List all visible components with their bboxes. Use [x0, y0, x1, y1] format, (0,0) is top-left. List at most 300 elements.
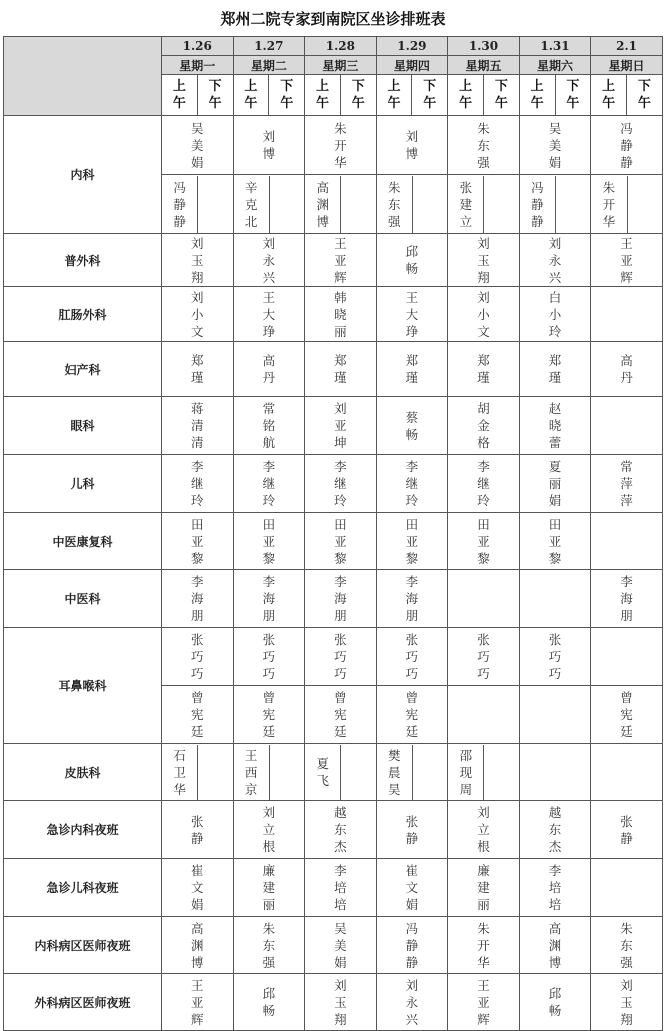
- doctor-name: 刘 博: [405, 129, 419, 161]
- schedule-cell: [376, 974, 448, 1031]
- schedule-cell: [305, 513, 377, 570]
- schedule-cell: [305, 801, 377, 859]
- slot-label: 上 午: [459, 79, 473, 111]
- table-row: [4, 287, 663, 342]
- schedule-cell: [162, 570, 234, 628]
- doctor-name: 白 小 玲: [548, 289, 562, 339]
- split-cell: [162, 176, 233, 233]
- schedule-cell: [448, 397, 520, 455]
- schedule-cell: [305, 175, 377, 234]
- schedule-cell: [233, 686, 305, 744]
- table-row: [4, 397, 663, 455]
- schedule-cell: [448, 513, 520, 570]
- slot-label: 下 午: [494, 79, 508, 111]
- schedule-cell: [162, 859, 234, 917]
- doctor-name: 郑 瑾: [477, 353, 490, 385]
- doctor-name: 张 巧 巧: [405, 632, 419, 681]
- doctor-name: 刘 玉 翔: [477, 235, 490, 285]
- doctor-name: 李 继 玲: [262, 459, 276, 508]
- schedule-cell: [519, 570, 591, 628]
- schedule-cell: [233, 513, 305, 570]
- doctor-name: 张 巧 巧: [334, 632, 347, 681]
- schedule-cell: [376, 287, 448, 342]
- doctor-name: 张 巧 巧: [191, 632, 204, 681]
- pm-slot: [270, 745, 304, 800]
- am-slot: [305, 176, 341, 233]
- slot-label: 上 午: [172, 79, 186, 111]
- am-slot: [448, 745, 484, 800]
- doctor-name: 李 继 玲: [191, 459, 204, 508]
- schedule-cell: [162, 744, 234, 801]
- schedule-cell: [448, 917, 520, 974]
- table-row: [4, 570, 663, 628]
- doctor-name: 韩 晓 丽: [334, 289, 347, 339]
- doctor-name: 高 渊 博: [316, 179, 329, 229]
- header-slot-am: [305, 75, 341, 116]
- doctor-name: 李 海 朋: [262, 574, 276, 623]
- schedule-cell: [448, 342, 520, 397]
- schedule-cell: [305, 570, 377, 628]
- slot-label: 下 午: [637, 79, 651, 111]
- header-slot-pm: [197, 75, 233, 116]
- doctor-name: 常 萍 萍: [620, 459, 633, 508]
- doctor-name: 冯 静 静: [531, 179, 544, 229]
- schedule-cell: [233, 455, 305, 513]
- doctor-name: 张 静: [405, 813, 419, 846]
- header-date: 1.28: [305, 37, 377, 56]
- doctor-name: 刘 立 根: [477, 805, 490, 854]
- table-row: [4, 917, 663, 974]
- schedule-cell: [591, 175, 663, 234]
- schedule-cell: [519, 342, 591, 397]
- doctor-name: 张 巧 巧: [477, 632, 490, 681]
- doctor-name: 刘 小 文: [191, 289, 204, 339]
- doctor-name: 曾 宪 廷: [405, 690, 419, 739]
- header-date: 1.29: [376, 37, 448, 56]
- doctor-name: 崔 文 娟: [405, 863, 419, 912]
- pm-slot: [413, 176, 447, 233]
- am-slot: [162, 745, 198, 800]
- schedule-cell: [376, 801, 448, 859]
- schedule-cell: [591, 234, 663, 287]
- doctor-name: 王 大 琤: [405, 289, 419, 339]
- schedule-cell: [162, 628, 234, 686]
- slot-label: 上 午: [315, 79, 329, 111]
- slot-label: 下 午: [566, 79, 580, 111]
- schedule-cell: [591, 287, 663, 342]
- schedule-cell: [376, 455, 448, 513]
- department-name: 妇产科: [4, 342, 162, 397]
- am-slot: [520, 176, 556, 233]
- split-cell: [377, 745, 448, 800]
- schedule-cell: [233, 859, 305, 917]
- schedule-cell: [233, 116, 305, 175]
- header-date: 2.1: [591, 37, 663, 56]
- schedule-cell: [448, 801, 520, 859]
- schedule-cell: [233, 744, 305, 801]
- pm-slot: [413, 745, 447, 800]
- doctor-name: 夏 丽 娟: [548, 459, 562, 508]
- schedule-table: [3, 36, 663, 1031]
- schedule-cell: [376, 628, 448, 686]
- doctor-name: 吴 美 娟: [191, 120, 204, 170]
- doctor-name: 冯 静 静: [173, 179, 186, 229]
- table-row: [4, 859, 663, 917]
- schedule-cell: [519, 513, 591, 570]
- header-slot-pm: [555, 75, 591, 116]
- doctor-name: 李 海 朋: [191, 574, 204, 623]
- schedule-cell: [591, 342, 663, 397]
- doctor-name: 李 海 朋: [620, 574, 633, 623]
- schedule-cell: [376, 570, 448, 628]
- header-date: 1.31: [519, 37, 591, 56]
- doctor-name: 冯 静 静: [620, 120, 633, 170]
- page-title: 郑州二院专家到南院区坐诊排班表: [220, 10, 446, 28]
- schedule-cell: [305, 744, 377, 801]
- schedule-cell: [519, 744, 591, 801]
- schedule-cell: [162, 801, 234, 859]
- slot-label: 上 午: [602, 79, 616, 111]
- table-row: [4, 744, 663, 801]
- schedule-cell: [305, 234, 377, 287]
- department-name: 儿科: [4, 455, 162, 513]
- split-cell: [305, 745, 376, 800]
- schedule-cell: [448, 116, 520, 175]
- doctor-name: 田 亚 黎: [405, 516, 419, 566]
- doctor-name: 田 亚 黎: [334, 516, 347, 566]
- doctor-name: 高 渊 博: [191, 920, 204, 970]
- schedule-cell: [519, 397, 591, 455]
- pm-slot: [341, 745, 375, 800]
- header-slot-pm: [340, 75, 376, 116]
- slot-label: 下 午: [280, 79, 294, 111]
- doctor-name: 吴 美 娟: [548, 120, 562, 170]
- am-slot: [591, 176, 627, 233]
- doctor-name: 田 亚 黎: [191, 516, 204, 566]
- header-slot-am: [448, 75, 484, 116]
- doctor-name: 刘 玉 翔: [191, 235, 204, 285]
- table-row: [4, 342, 663, 397]
- doctor-name: 王 西 京: [244, 747, 258, 797]
- schedule-cell: [162, 686, 234, 744]
- schedule-cell: [305, 917, 377, 974]
- schedule-cell: [376, 342, 448, 397]
- doctor-name: 郑 瑾: [334, 353, 347, 385]
- schedule-cell: [376, 175, 448, 234]
- table-row: [4, 628, 663, 686]
- doctor-name: 夏 飞: [316, 756, 329, 788]
- pm-slot: [341, 176, 375, 233]
- doctor-name: 曾 宪 廷: [334, 690, 347, 739]
- doctor-name: 李 继 玲: [334, 459, 347, 508]
- doctor-name: 崔 文 娟: [191, 863, 204, 912]
- schedule-cell: [519, 917, 591, 974]
- doctor-name: 张 静: [191, 813, 204, 846]
- doctor-name: 刘 永 兴: [405, 977, 419, 1027]
- slot-label: 下 午: [351, 79, 365, 111]
- schedule-cell: [162, 287, 234, 342]
- doctor-name: 李 培 培: [548, 863, 562, 912]
- schedule-cell: [162, 175, 234, 234]
- department-name: 内科病区医师夜班: [4, 917, 162, 974]
- schedule-cell: [519, 686, 591, 744]
- schedule-cell: [448, 859, 520, 917]
- schedule-cell: [233, 570, 305, 628]
- schedule-cell: [376, 513, 448, 570]
- split-cell: [591, 176, 662, 233]
- doctor-name: 邵 现 周: [459, 747, 473, 797]
- schedule-cell: [305, 628, 377, 686]
- split-cell: [234, 745, 305, 800]
- schedule-cell: [519, 175, 591, 234]
- doctor-name: 高 丹: [620, 353, 633, 385]
- doctor-name: 廉 建 丽: [262, 863, 276, 912]
- department-name: 中医康复科: [4, 513, 162, 570]
- schedule-cell: [233, 628, 305, 686]
- schedule-cell: [591, 917, 663, 974]
- header-slot-am: [233, 75, 269, 116]
- schedule-cell: [448, 686, 520, 744]
- schedule-cell: [376, 116, 448, 175]
- doctor-name: 朱 东 强: [477, 120, 490, 170]
- doctor-name: 石 卫 华: [173, 747, 186, 797]
- schedule-cell: [233, 342, 305, 397]
- doctor-name: 樊 晨 昊: [388, 747, 401, 797]
- slot-label: 上 午: [530, 79, 544, 111]
- split-cell: [448, 745, 519, 800]
- schedule-cell: [591, 686, 663, 744]
- department-name: 急诊儿科夜班: [4, 859, 162, 917]
- doctor-name: 张 静: [620, 813, 633, 846]
- schedule-cell: [591, 513, 663, 570]
- doctor-name: 王 亚 辉: [334, 235, 347, 285]
- schedule-cell: [591, 116, 663, 175]
- header-weekday: 星期一: [162, 56, 234, 75]
- slot-label: 下 午: [208, 79, 222, 111]
- schedule-cell: [591, 744, 663, 801]
- doctor-name: 张 建 立: [459, 179, 473, 229]
- department-name: 急诊内科夜班: [4, 801, 162, 859]
- doctor-name: 朱 东 强: [262, 920, 276, 970]
- split-cell: [377, 176, 448, 233]
- header-slot-pm: [412, 75, 448, 116]
- schedule-cell: [233, 234, 305, 287]
- split-cell: [234, 176, 305, 233]
- schedule-cell: [591, 397, 663, 455]
- am-slot: [162, 176, 198, 233]
- table-row: [4, 116, 663, 175]
- department-name: 皮肤科: [4, 744, 162, 801]
- header-slot-am: [376, 75, 412, 116]
- doctor-name: 郑 瑾: [405, 353, 419, 385]
- am-slot: [448, 176, 484, 233]
- schedule-cell: [233, 287, 305, 342]
- header-slot-pm: [627, 75, 663, 116]
- am-slot: [377, 176, 413, 233]
- doctor-name: 刘 小 文: [477, 289, 490, 339]
- department-name: 耳鼻喉科: [4, 628, 162, 744]
- schedule-cell: [448, 175, 520, 234]
- doctor-name: 刘 永 兴: [548, 235, 562, 285]
- pm-slot: [198, 745, 232, 800]
- doctor-name: 冯 静 静: [405, 920, 419, 970]
- doctor-name: 张 巧 巧: [548, 632, 562, 681]
- table-row: [4, 455, 663, 513]
- schedule-cell: [305, 397, 377, 455]
- am-slot: [305, 745, 341, 800]
- header-weekday: 星期三: [305, 56, 377, 75]
- doctor-name: 王 大 琤: [262, 289, 276, 339]
- schedule-cell: [448, 744, 520, 801]
- schedule-cell: [162, 513, 234, 570]
- doctor-name: 邱 畅: [405, 244, 419, 276]
- header-slot-am: [162, 75, 198, 116]
- schedule-cell: [519, 628, 591, 686]
- table-row: [4, 974, 663, 1031]
- doctor-name: 田 亚 黎: [548, 516, 562, 566]
- doctor-name: 朱 开 华: [334, 120, 347, 170]
- doctor-name: 刘 立 根: [262, 805, 276, 854]
- schedule-cell: [305, 859, 377, 917]
- doctor-name: 赵 晓 蕾: [548, 401, 562, 450]
- header-dates-row: [4, 37, 663, 56]
- department-name: 普外科: [4, 234, 162, 287]
- am-slot: [234, 745, 270, 800]
- header-weekday: 星期日: [591, 56, 663, 75]
- schedule-cell: [591, 628, 663, 686]
- schedule-cell: [519, 287, 591, 342]
- schedule-cell: [519, 974, 591, 1031]
- schedule-cell: [305, 342, 377, 397]
- schedule-cell: [591, 455, 663, 513]
- schedule-cell: [519, 116, 591, 175]
- doctor-name: 朱 开 华: [477, 920, 490, 970]
- doctor-name: 李 海 朋: [334, 574, 347, 623]
- schedule-cell: [448, 974, 520, 1031]
- doctor-name: 越 东 杰: [334, 805, 347, 854]
- doctor-name: 常 铭 航: [262, 401, 276, 450]
- header-weekday: 星期五: [448, 56, 520, 75]
- schedule-cell: [305, 686, 377, 744]
- header-slot-am: [519, 75, 555, 116]
- doctor-name: 田 亚 黎: [262, 516, 276, 566]
- doctor-name: 刘 永 兴: [262, 235, 276, 285]
- pm-slot: [484, 745, 518, 800]
- doctor-name: 蒋 清 清: [191, 401, 204, 450]
- doctor-name: 李 继 玲: [477, 459, 490, 508]
- schedule-cell: [162, 116, 234, 175]
- doctor-name: 高 渊 博: [548, 920, 562, 970]
- header-date: 1.27: [233, 37, 305, 56]
- doctor-name: 田 亚 黎: [477, 516, 490, 566]
- schedule-cell: [162, 455, 234, 513]
- department-name: 肛肠外科: [4, 287, 162, 342]
- schedule-cell: [376, 744, 448, 801]
- schedule-cell: [519, 801, 591, 859]
- header-slot-pm: [269, 75, 305, 116]
- schedule-cell: [591, 570, 663, 628]
- doctor-name: 王 亚 辉: [620, 235, 633, 285]
- doctor-name: 曾 宪 廷: [620, 690, 633, 739]
- header-slot-pm: [483, 75, 519, 116]
- doctor-name: 刘 亚 坤: [334, 401, 347, 450]
- schedule-cell: [233, 974, 305, 1031]
- doctor-name: 廉 建 丽: [477, 863, 490, 912]
- pm-slot: [556, 176, 590, 233]
- schedule-cell: [376, 234, 448, 287]
- slot-label: 上 午: [244, 79, 258, 111]
- doctor-name: 李 继 玲: [405, 459, 419, 508]
- schedule-cell: [162, 342, 234, 397]
- schedule-cell: [233, 397, 305, 455]
- department-name: 内科: [4, 116, 162, 234]
- schedule-cell: [162, 397, 234, 455]
- department-name: 中医科: [4, 570, 162, 628]
- pm-slot: [628, 176, 662, 233]
- schedule-cell: [448, 455, 520, 513]
- doctor-name: 刘 博: [262, 129, 276, 161]
- schedule-cell: [162, 917, 234, 974]
- doctor-name: 胡 金 格: [477, 401, 490, 450]
- doctor-name: 邱 畅: [548, 986, 562, 1018]
- schedule-cell: [162, 234, 234, 287]
- slot-label: 下 午: [423, 79, 437, 111]
- doctor-name: 李 海 朋: [405, 574, 419, 623]
- header-weekday: 星期四: [376, 56, 448, 75]
- schedule-cell: [519, 455, 591, 513]
- table-row: [4, 234, 663, 287]
- schedule-cell: [305, 455, 377, 513]
- am-slot: [234, 176, 270, 233]
- doctor-name: 辛 克 北: [244, 179, 258, 229]
- schedule-cell: [376, 917, 448, 974]
- doctor-name: 朱 东 强: [620, 920, 633, 970]
- split-cell: [305, 176, 376, 233]
- header-slot-am: [591, 75, 627, 116]
- doctor-name: 高 丹: [262, 353, 276, 385]
- doctor-name: 刘 玉 翔: [334, 977, 347, 1027]
- schedule-cell: [233, 175, 305, 234]
- doctor-name: 王 亚 辉: [191, 977, 204, 1027]
- doctor-name: 郑 瑾: [191, 353, 204, 385]
- doctor-name: 李 培 培: [334, 863, 347, 912]
- schedule-cell: [591, 801, 663, 859]
- header-weekday: 星期六: [519, 56, 591, 75]
- table-row: [4, 801, 663, 859]
- doctor-name: 朱 开 华: [602, 179, 616, 229]
- department-name: 眼科: [4, 397, 162, 455]
- schedule-cell: [448, 628, 520, 686]
- schedule-cell: [519, 234, 591, 287]
- doctor-name: 蔡 畅: [405, 409, 419, 442]
- schedule-cell: [376, 397, 448, 455]
- doctor-name: 越 东 杰: [548, 805, 562, 854]
- split-cell: [520, 176, 591, 233]
- doctor-name: 郑 瑾: [548, 353, 562, 385]
- schedule-cell: [448, 234, 520, 287]
- split-cell: [448, 176, 519, 233]
- schedule-cell: [448, 287, 520, 342]
- schedule-cell: [519, 859, 591, 917]
- doctor-name: 刘 玉 翔: [620, 977, 633, 1027]
- schedule-cell: [376, 686, 448, 744]
- schedule-cell: [376, 859, 448, 917]
- schedule-cell: [448, 570, 520, 628]
- doctor-name: 曾 宪 廷: [262, 690, 276, 739]
- header-corner: [4, 37, 162, 116]
- split-cell: [162, 745, 233, 800]
- department-name: 外科病区医师夜班: [4, 974, 162, 1031]
